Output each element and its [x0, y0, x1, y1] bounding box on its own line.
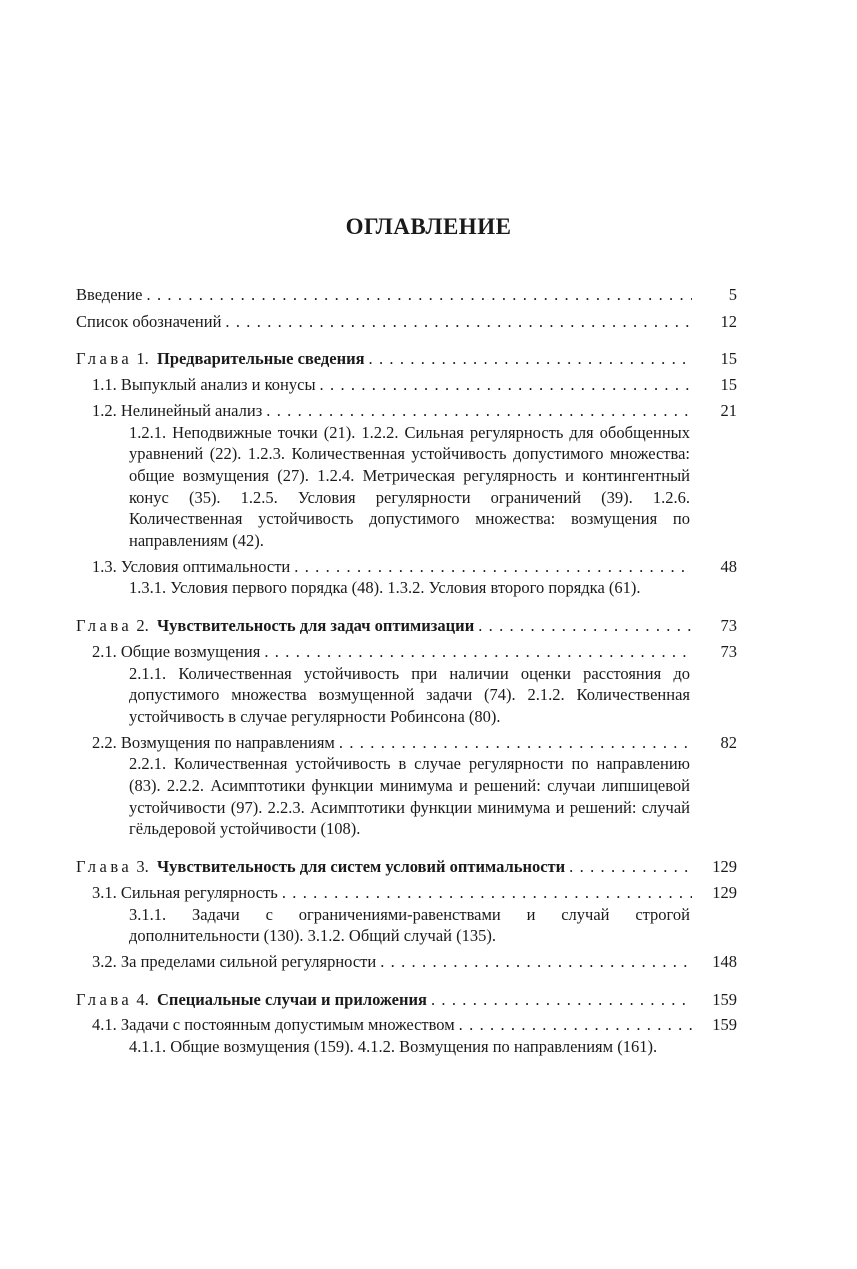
subsection-list: 4.1.1. Общие возмущения (159). 4.1.2. Возмущения по направлениям (161).: [129, 1037, 658, 1057]
section-page: 129: [712, 882, 737, 902]
chapter-prefix: Глава: [76, 616, 133, 636]
section-number: 1.3.: [92, 556, 117, 576]
section-page: 15: [720, 375, 737, 395]
toc-chapter-2[interactable]: [76, 615, 737, 637]
entry-label: Введение: [76, 285, 143, 304]
chapter-prefix: Глава: [76, 989, 133, 1009]
subsection-list: 3.1.1. Задачи с ограничениями-равенствами и случай строгой дополнительности (130). 3.1.2. Общий случай (135).: [129, 904, 690, 946]
section-page: 73: [720, 641, 737, 661]
section-label: Сильная регулярность: [120, 882, 278, 902]
page-title: ОГЛАВЛЕНИЕ: [345, 214, 512, 239]
section-label: Условия оптимальности: [120, 556, 291, 576]
dot-leader: [320, 374, 692, 396]
chapter-number: 4.: [136, 989, 149, 1009]
section-number: 3.1.: [92, 882, 117, 902]
section-label: Общие возмущения: [120, 641, 261, 661]
section-page: 48: [720, 556, 737, 576]
subsection-list: 2.1.1. Количественная устойчивость при наличии оценки расстояния до допустимого множества возмущенной задачи (74). 2.1.2. Количественная устойчивость в случае регулярности Робинсона (80).: [129, 663, 690, 726]
section-page: 21: [720, 400, 737, 420]
dot-leader: [264, 641, 692, 663]
section-label: Выпуклый анализ и конусы: [120, 375, 316, 395]
dot-leader: [380, 951, 692, 973]
section-number: 2.2.: [92, 732, 117, 752]
section-label: Возмущения по направлениям: [120, 732, 335, 752]
chapter-page: 129: [712, 857, 737, 877]
toc-section[interactable]: [76, 400, 737, 422]
toc-chapter-1[interactable]: [76, 348, 737, 370]
toc-section[interactable]: [76, 732, 737, 754]
dot-leader: [266, 400, 692, 422]
toc-chapter-3[interactable]: [76, 856, 737, 878]
section-number: 4.1.: [92, 1015, 117, 1035]
subsection-list: 1.2.1. Неподвижные точки (21). 1.2.2. Сильная регулярность для обобщенных уравнений (22). 1.2.3. Количественная устойчивость допустимого множества: общие возмущения (27). 1.2.4. Метрическая регулярность и контингентный конус (35). 1.2.5. Условия регулярности ограничений (39). 1.2.6. Количественная устойчивость допустимого множества: возмущения по направлениям (42).: [129, 422, 690, 551]
chapter-page: 159: [712, 989, 737, 1009]
dot-leader: [431, 989, 692, 1011]
toc-section[interactable]: [76, 951, 737, 973]
section-number: 1.1.: [92, 375, 117, 395]
section-number: 3.2.: [92, 951, 117, 971]
subsection-list: 1.3.1. Условия первого порядка (48). 1.3.2. Условия второго порядка (61).: [129, 578, 641, 598]
dot-leader: [339, 732, 692, 754]
dot-leader: [478, 615, 692, 637]
section-label: Нелинейный анализ: [120, 400, 263, 420]
toc-section[interactable]: [76, 374, 737, 396]
chapter-prefix: Глава: [76, 349, 133, 369]
table-of-contents: [76, 284, 737, 1058]
toc-section[interactable]: [76, 641, 737, 663]
dot-leader: [147, 284, 692, 306]
dot-leader: [282, 882, 692, 904]
toc-chapter-4[interactable]: [76, 989, 737, 1011]
chapter-number: 1.: [136, 349, 149, 369]
chapter-title: Специальные случаи и приложения: [157, 989, 427, 1009]
entry-page: 5: [728, 285, 737, 304]
section-label: Задачи с постоянным допустимым множеством: [120, 1015, 455, 1035]
toc-entry-notation[interactable]: [76, 311, 737, 333]
section-number: 1.2.: [92, 400, 117, 420]
toc-entry-introduction[interactable]: [76, 284, 737, 306]
chapter-title: Чувствительность для задач оптимизации: [157, 616, 475, 636]
entry-page: 12: [720, 311, 737, 331]
section-page: 159: [712, 1015, 737, 1035]
section-number: 2.1.: [92, 641, 117, 661]
toc-section[interactable]: [76, 556, 737, 578]
chapter-number: 3.: [136, 857, 149, 877]
chapter-number: 2.: [136, 616, 149, 636]
section-label: За пределами сильной регулярности: [120, 951, 377, 971]
toc-section[interactable]: [76, 1014, 737, 1036]
dot-leader: [294, 556, 692, 578]
section-page: 148: [712, 951, 737, 971]
dot-leader: [569, 856, 692, 878]
chapter-page: 15: [720, 349, 737, 369]
chapter-page: 73: [720, 616, 737, 636]
chapter-title: Чувствительность для систем условий оптимальности: [157, 857, 566, 877]
section-page: 82: [720, 732, 737, 752]
chapter-prefix: Глава: [76, 857, 133, 877]
chapter-title: Предварительные сведения: [157, 349, 365, 369]
dot-leader: [459, 1014, 692, 1036]
dot-leader: [225, 311, 692, 333]
subsection-list: 2.2.1. Количественная устойчивость в случае регулярности по направлению (83). 2.2.2. Асимптотики функции минимума и решений: случаи липшицевой устойчивости (97). 2.2.3. Асимптотики функции минимума и решений: случай гёльдеровой устойчивости (108).: [129, 754, 690, 839]
toc-section[interactable]: [76, 882, 737, 904]
dot-leader: [369, 348, 692, 370]
entry-label: Список обозначений: [76, 311, 222, 331]
